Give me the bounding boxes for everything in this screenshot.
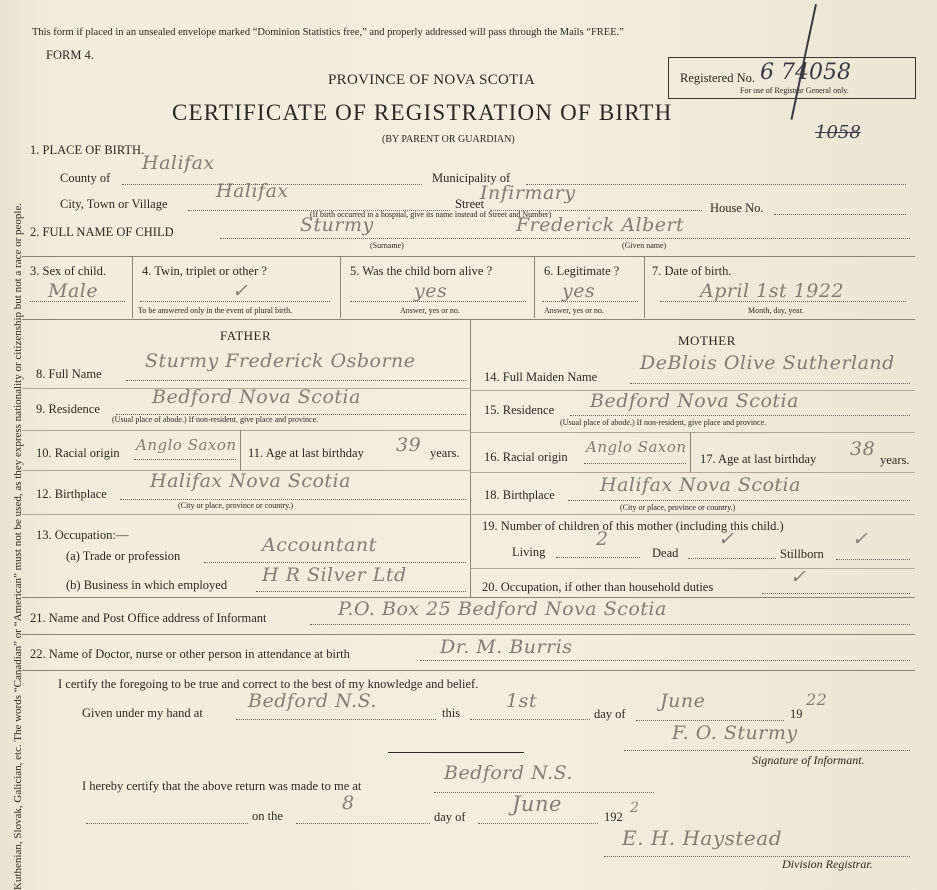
- rule: [534, 256, 535, 318]
- day-line: [470, 719, 590, 720]
- father-name-label: 8. Full Name: [36, 367, 102, 381]
- blank-line: [86, 823, 248, 824]
- province-heading: PROVINCE OF NOVA SCOTIA: [328, 72, 536, 88]
- father-race-line: [134, 459, 236, 460]
- given-place-line: [236, 719, 436, 720]
- informant-line: [310, 624, 910, 625]
- father-res-note: (Usual place of abode.) If non-resident, give place and province.: [112, 415, 319, 424]
- rule: [22, 256, 915, 257]
- father-res-label: 9. Residence: [36, 402, 100, 416]
- mother-name-line: [630, 383, 910, 384]
- rule: [22, 514, 470, 515]
- county-value: Halifax: [142, 152, 215, 174]
- this-label: this: [442, 706, 461, 720]
- given-year: 22: [806, 690, 828, 709]
- father-name-value: Sturmy Frederick Osborne: [145, 350, 416, 372]
- street-label: Street: [455, 197, 485, 211]
- given-note: (Given name): [622, 241, 667, 250]
- mother-res-value: Bedford Nova Scotia: [590, 390, 799, 412]
- signature-line: [624, 750, 910, 751]
- stillborn-label: Stillborn: [780, 547, 824, 561]
- child-given-name: Frederick Albert: [516, 214, 685, 236]
- mother-race-label: 16. Racial origin: [484, 450, 568, 464]
- rule: [470, 319, 471, 597]
- mother-age-value: 38: [850, 438, 876, 460]
- month2-line: [478, 823, 598, 824]
- mother-name-value: DeBlois Olive Sutherland: [640, 352, 895, 374]
- day2-line: [296, 823, 430, 824]
- signature-label: Signature of Informant.: [752, 753, 865, 767]
- city-value: Halifax: [216, 180, 289, 202]
- rule: [470, 514, 915, 515]
- rule: [22, 634, 915, 635]
- day-of-label: day of: [594, 707, 626, 721]
- rule: [22, 430, 470, 431]
- struck-number: 1058: [815, 122, 861, 143]
- side-note-text: Kuthenian, Slovak, Galician, etc. The words “Canadian” or “American” must not be used, as they express nationality or citizenship but not a race or people.: [12, 202, 24, 890]
- twin-value: ✓: [232, 280, 249, 302]
- surname-note: (Surname): [370, 241, 404, 250]
- rule: [690, 432, 691, 472]
- stillborn-value: ✓: [852, 528, 869, 550]
- registered-number: 6 74058: [760, 60, 851, 85]
- day2-of-label: day of: [434, 810, 466, 824]
- received-place: Bedford N.S.: [444, 762, 573, 784]
- father-occ-label: 13. Occupation:—: [36, 528, 129, 542]
- mother-bp-note: (City or place, province or country.): [620, 503, 736, 512]
- father-biz-value: H R Silver Ltd: [262, 564, 407, 586]
- father-bp-note: (City or place, province or country.): [178, 501, 294, 510]
- father-trade-line: [204, 562, 466, 563]
- given-label: Given under my hand at: [82, 706, 203, 720]
- legit-note: Answer, yes or no.: [544, 306, 604, 315]
- birthdate-label: 7. Date of birth.: [652, 264, 732, 278]
- alive-label: 5. Was the child born alive ?: [350, 264, 493, 278]
- mother-occ-label: 20. Occupation, if other than household duties: [482, 580, 714, 594]
- page-title: CERTIFICATE OF REGISTRATION OF BIRTH: [172, 100, 673, 125]
- stillborn-line: [836, 559, 910, 560]
- form-number: FORM 4.: [46, 48, 94, 62]
- informant-label: 21. Name and Post Office address of Informant: [30, 611, 267, 625]
- mother-bp-label: 18. Birthplace: [484, 488, 555, 502]
- mother-occ-value: ✓: [790, 566, 807, 588]
- alive-note: Answer, yes or no.: [400, 306, 460, 315]
- living-value: 2: [596, 528, 609, 550]
- mother-age-label: 17. Age at last birthday: [700, 452, 817, 466]
- father-race-label: 10. Racial origin: [36, 446, 120, 460]
- city-label: City, Town or Village: [60, 197, 168, 211]
- rule: [22, 670, 915, 671]
- given-day: 1st: [506, 690, 537, 712]
- father-res-value: Bedford Nova Scotia: [152, 386, 361, 408]
- doctor-line: [420, 660, 910, 661]
- mother-race-value: Anglo Saxon: [586, 438, 687, 456]
- child-name-label: 2. FULL NAME OF CHILD: [30, 225, 174, 239]
- sex-label: 3. Sex of child.: [30, 264, 107, 278]
- father-age-unit: years.: [430, 446, 460, 460]
- child-surname: Sturmy: [300, 214, 374, 236]
- place-section-label: 1. PLACE OF BIRTH.: [30, 143, 145, 157]
- father-bp-value: Halifax Nova Scotia: [150, 470, 351, 492]
- rule: [388, 752, 524, 753]
- legit-value: yes: [562, 280, 596, 302]
- sex-value: Male: [48, 280, 99, 302]
- registrar-signature: E. H. Haystead: [622, 826, 782, 850]
- street-value: Infirmary: [480, 182, 576, 204]
- twin-note: To be answered only in the event of plural birth.: [138, 306, 293, 315]
- registrar-label: Division Registrar.: [782, 857, 873, 871]
- cert-line-2: I hereby certify that the above return was made to me at: [82, 779, 362, 793]
- year-prefix: 19: [790, 707, 803, 721]
- page-subtitle: (BY PARENT OR GUARDIAN): [382, 134, 515, 145]
- sex-line: [30, 301, 125, 302]
- birthdate-line: [660, 301, 906, 302]
- rule: [644, 256, 645, 318]
- living-line: [556, 557, 640, 558]
- mother-heading: MOTHER: [678, 333, 736, 348]
- county-label: County of: [60, 171, 111, 185]
- father-name-line: [126, 380, 466, 381]
- rule: [132, 256, 133, 318]
- mother-res-line: [570, 415, 910, 416]
- rule: [470, 432, 915, 433]
- mother-age-unit: years.: [880, 453, 910, 467]
- father-biz-line: [256, 591, 466, 592]
- registered-label: Registered No.: [680, 71, 755, 85]
- dead-line: [688, 558, 776, 559]
- mail-note: This form if placed in an unsealed envelope marked “Dominion Statistics free,” and properly addressed will pass through the Mails “FREE.”: [32, 27, 624, 38]
- father-age-value: 39: [396, 434, 422, 456]
- mother-race-line: [584, 463, 686, 464]
- house-label: House No.: [710, 201, 764, 215]
- received-day: 8: [342, 792, 355, 814]
- living-label: Living: [512, 545, 546, 559]
- mother-occ-line: [762, 593, 910, 594]
- hospital-note: (If birth occurred in a hospital, give its name instead of Street and Number): [310, 210, 552, 219]
- father-bp-line: [120, 499, 466, 500]
- dead-label: Dead: [652, 546, 679, 560]
- mother-bp-line: [568, 500, 910, 501]
- rule: [470, 568, 915, 569]
- received-month: June: [512, 792, 562, 816]
- alive-line: [350, 301, 526, 302]
- cert-line-1: I certify the foregoing to be true and correct to the best of my knowledge and belief.: [58, 677, 479, 691]
- twin-line: [140, 301, 330, 302]
- rule: [240, 430, 241, 470]
- birthdate-note: Month, day, year.: [748, 306, 804, 315]
- father-heading: FATHER: [220, 328, 272, 343]
- twin-label: 4. Twin, triplet or other ?: [142, 264, 267, 278]
- month-line: [636, 720, 784, 721]
- father-race-value: Anglo Saxon: [136, 436, 237, 454]
- alive-value: yes: [414, 280, 448, 302]
- dead-value: ✓: [718, 528, 735, 550]
- registrar-note: For use of Registrar General only.: [740, 86, 849, 95]
- municipality-line: [526, 184, 906, 185]
- given-place: Bedford N.S.: [248, 690, 377, 712]
- mother-res-label: 15. Residence: [484, 403, 555, 417]
- on-the-label: on the: [252, 809, 283, 823]
- informant-signature: F. O. Sturmy: [672, 722, 798, 744]
- father-biz-label: (b) Business in which employed: [66, 578, 228, 592]
- father-bp-label: 12. Birthplace: [36, 487, 107, 501]
- legit-label: 6. Legitimate ?: [544, 264, 620, 278]
- birthdate-value: April 1st 1922: [700, 280, 845, 302]
- informant-value: P.O. Box 25 Bedford Nova Scotia: [338, 598, 667, 620]
- doctor-value: Dr. M. Burris: [440, 636, 573, 658]
- father-trade-value: Accountant: [262, 534, 377, 556]
- side-note: [0, 20, 24, 890]
- mother-res-note: (Usual place of abode.) If non-resident, give place and province.: [560, 418, 767, 427]
- child-name-line: [220, 238, 910, 239]
- doctor-label: 22. Name of Doctor, nurse or other person in attendance at birth: [30, 647, 350, 661]
- house-line: [774, 214, 906, 215]
- father-age-label: 11. Age at last birthday: [248, 446, 364, 460]
- year2-prefix: 192: [604, 810, 623, 824]
- rule: [340, 256, 341, 318]
- legit-line: [542, 301, 638, 302]
- mother-children-label: 19. Number of children of this mother (including this child.): [482, 519, 784, 533]
- rule: [470, 472, 915, 473]
- father-trade-label: (a) Trade or profession: [66, 549, 181, 563]
- mother-bp-value: Halifax Nova Scotia: [600, 474, 801, 496]
- mother-name-label: 14. Full Maiden Name: [484, 370, 598, 384]
- received-year: 2: [630, 800, 640, 816]
- municipality-label: Municipality of: [432, 171, 511, 185]
- given-month: June: [660, 690, 706, 712]
- rule: [22, 319, 915, 320]
